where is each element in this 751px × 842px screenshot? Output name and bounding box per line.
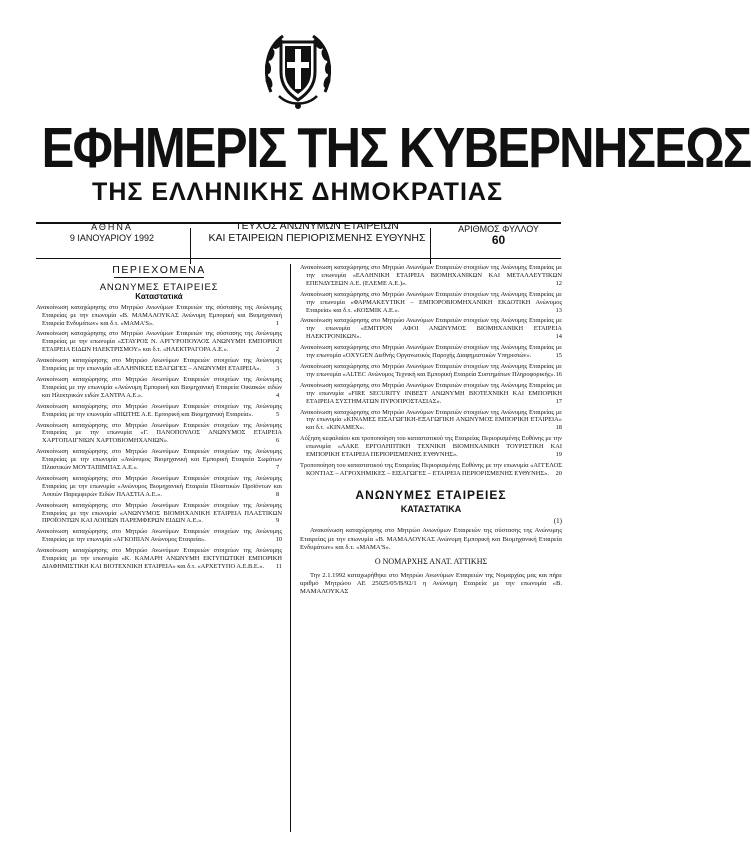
contents-entry: Ανακοίνωση καταχώρησης στο Μητρώο Ανωνύμων Εταιρειών στοιχείων της Ανώνυμης Εταιρείας με την επωνυμία «Γ. ΠΑΝΟΠΟΥΛΟΣ ΑΝΩΝΥΜΟΣ ΕΤΑΙΡΕΙΑ ΧΑΡΤΟΠΑΙΓΝΙΩΝ ΧΑΡΤΟΒΙΟΜΗΧΑΝΙΩΝ». 6 <box>36 421 282 445</box>
contents-entry <box>300 291 562 315</box>
contents-entry <box>300 462 562 478</box>
masthead-subtitle: ΤΗΣ ΕΛΛΗΝΙΚΗΣ ΔΗΜΟΚΡΑΤΙΑΣ <box>92 178 503 206</box>
contents-entry-text: Ανακοίνωση καταχώρησης στο Μητρώο Ανωνύμων Εταιρειών στοιχείων της Ανώνυμης Εταιρείας με την επωνυμία «ΠΙΩΤΗΣ Α.Ε. Εμπορική και Βιομηχανική Εταιρεία». <box>36 402 282 418</box>
contents-entry <box>300 264 562 288</box>
issue-city: ΑΘΗΝΑ <box>91 222 133 232</box>
contents-entry-text: Ανακοίνωση καταχώρησης στο Μητρώο Ανωνύμων Εταιρειών στοιχείων της Ανώνυμης Εταιρείας με την επωνυμία «ΑΝΩΝΥΜΟΣ ΒΙΟΜΗΧΑΝΙΚΗ ΕΤΑΙΡΕΙΑ ΠΛΑΣΤΙΚΩΝ ΠΡΟΪΟΝΤΩΝ ΚΑΙ ΛΟΙΠΩΝ ΠΑΡΕΜΦΕΡΩΝ ΕΙΔΩΝ Α.Ε.». <box>36 501 282 525</box>
contents-heading: ΠΕΡΙΕΧΟΜΕΝΑ <box>112 264 206 276</box>
contents-entry-text: Ανακοίνωση καταχώρησης στο Μητρώο Ανωνύμων Εταιρειών στοιχείων της Ανώνυμης Εταιρείας με την επωνυμία «FIRE SECURITY ΙΝΒΕΣΤ ΑΝΩΝΥΜΗ ΒΙΟΤΕΧΝΙΚΗ ΚΑΙ ΕΜΠΟΡΙΚΗ ΕΤΑΙΡΕΙΑ ΣΥΣΤΗΜΑΤΩΝ ΠΥΡΟΠΡΟΣΤΑΣΙΑΣ». <box>300 381 562 405</box>
contents-list-left <box>36 304 282 571</box>
contents-entry <box>300 317 562 341</box>
masthead-title: ΕΦΗΜΕΡΙΣ ΤΗΣ ΚΥΒΕΡΝΗΣΕΩΣ <box>41 116 751 180</box>
contents-entry-text: Ανακοίνωση καταχώρησης στο Μητρώο Ανωνύμων Εταιρειών στοιχείων της Ανώνυμης Εταιρείας με την επωνυμία «OXYGEN Διεθνής Οργανωτικός Παροχής Διαφημιστικών Υπηρεσιών». <box>300 344 562 360</box>
contents-entry-text: Ανακοίνωση καταχώρησης στο Μητρώο Ανωνύμων Εταιρειών στοιχείων της Ανώνυμης Εταιρείας με την επωνυμία «ΕΛΛΗΝΙΚΗ ΕΤΑΙΡΕΙΑ ΒΙΟΜΗΧΑΝΙΚΩΝ ΚΑΙ ΜΕΤΑΛΛΕΥΤΙΚΩΝ ΕΠΕΝΔΥΣΕΩΝ Α.Ε. (ΕΛΕΜΕ Α.Ε.)». <box>300 264 562 287</box>
contents-entry <box>300 382 562 406</box>
contents-entry <box>300 435 562 459</box>
issue-type-line1: ΤΕΥΧΟΣ ΑΝΩΝΥΜΩΝ ΕΤΑΙΡΕΙΩΝ <box>235 220 399 232</box>
contents-entry-text: Ανακοίνωση καταχώρησης στο Μητρώο Ανωνύμων Εταιρειών της σύστασης της Ανώνυμης Εταιρείας με την επωνυμία «ΣΤΑΥΡΟΣ Ν. ΑΡΓΥΡΟΠΟΥΛΟΣ ΑΝΩΝΥΜΗ ΕΜΠΟΡΙΚΗ ΕΤΑΙΡΕΙΑ ΕΙΔΩΝ ΗΛΕΚΤΡΙΣΜΟΥ» και δ.τ. «ΗΛΕΚΤΡΑΓΟΡΑ Α.Ε.». <box>36 330 282 354</box>
issue-date: 9 ΙΑΝΟΥΑΡΙΟΥ 1992 <box>69 233 155 243</box>
contents-entry <box>36 528 282 544</box>
contents-entry: Ανακοίνωση καταχώρησης στο Μητρώο Ανωνύμων Εταιρειών στοιχείων της Ανώνυμης Εταιρείας με την επωνυμία «ΑΝΩΝΥΜΟΣ ΒΙΟΜΗΧΑΝΙΚΗ ΕΤΑΙΡΕΙΑ ΠΛΑΣΤΙΚΩΝ ΠΡΟΪΟΝΤΩΝ ΚΑΙ ΛΟΙΠΩΝ ΠΑΡΕΜΦΕΡΩΝ ΕΙΔΩΝ Α.Ε.». 9 <box>36 501 282 525</box>
contents-subsection: Καταστατικά <box>135 291 183 301</box>
contents-entry <box>300 363 562 379</box>
issue-type-line2: ΚΑΙ ΕΤΑΙΡΕΙΩΝ ΠΕΡΙΟΡΙΣΜΕΝΗΣ ΕΥΘΥΝΗΣ <box>208 232 426 244</box>
contents-entry-text: Ανακοίνωση καταχώρησης στο Μητρώο Ανωνύμων Εταιρειών στοιχείων της Ανώνυμης Εταιρείας με την επωνυμία «Ανώνυμος Βιομηχανική και Εμπορική Εταιρεία Σωμάτων Πλαστικών ΜΟΥΤΑΠΙΜΠΑΣ Α.Ε.». <box>36 448 282 472</box>
contents-entry-text: Ανακοίνωση καταχώρησης στο Μητρώο Ανωνύμων Εταιρειών στοιχείων της Ανώνυμης Εταιρείας με την επωνυμία «ΕΜΙΤΡΟΝ ΑΦΟΙ ΑΝΩΝΥΜΟΣ ΒΙΟΜΗΧΑΝΙΚΗ ΕΤΑΙΡΕΙΑ ΗΛΕΚΤΡΟΝΙΚΩΝ». <box>300 317 562 341</box>
greek-coat-of-arms-icon <box>261 26 335 114</box>
article-number: (1) <box>553 516 562 525</box>
contents-entry-text: Ανακοίνωση καταχώρησης στο Μητρώο Ανωνύμων Εταιρειών στοιχείων της Ανώνυμης Εταιρείας με την επωνυμία «Γ. ΠΑΝΟΠΟΥΛΟΣ ΑΝΩΝΥΜΟΣ ΕΤΑΙΡΕΙΑ ΧΑΡΤΟΠΑΙΓΝΙΩΝ ΧΑΡΤΟΒΙΟΜΗΧΑΝΙΩΝ». <box>36 421 282 445</box>
contents-entry-text: Ανακοίνωση καταχώρησης στο Μητρώο Ανωνύμων Εταιρειών στοιχείων της Ανώνυμης Εταιρείας με την επωνυμία «ALTEC Ανώνυμος Τεχνική και Εμπορική Εταιρεία Συστημάτων Πληροφορικής». <box>300 362 562 378</box>
contents-entry-text: Ανακοίνωση καταχώρησης στο Μητρώο Ανωνύμων Εταιρειών στοιχείων της Ανώνυμης Εταιρείας με την επωνυμία «Κ. ΚΑΜΑΡΗ ΑΝΩΝΥΜΗ ΕΚΤΥΠΩΤΙΚΗ ΕΜΠΟΡΙΚΗ ΔΙΑΦΗΜΙΣΤΙΚΗ ΚΑΙ ΒΙΟΤΕΧΝΙΚΗ ΕΤΑΙΡΕΙΑ» και δ.τ. «ΑΡΧΕΤΥΠΟ Α.Ε.Β.Ε.». <box>36 547 282 570</box>
issue-info-bar <box>36 218 561 254</box>
issue-place-date <box>42 222 182 244</box>
contents-entry-text: Ανακοίνωση καταχώρησης στο Μητρώο Ανωνύμων Εταιρειών της σύστασης της Ανώνυμης Εταιρείας με την επωνυμία «Β. ΜΑΜΑΛΟΥΚΑΣ Ανώνυμη Εμπορική και Βιομηχανική Εταιρεία Ενδυμάτων» και δ.τ. «MAMA'S». <box>36 303 282 327</box>
contents-entry <box>300 409 562 433</box>
contents-entry: Ανακοίνωση καταχώρησης στο Μητρώο Ανωνύμων Εταιρειών στοιχείων της Ανώνυμης Εταιρείας με την επωνυμία «ΕΛΛΗΝΙΚΕΣ ΕΞΑΓΩΓΕΣ – ΑΝΩΝΥΜΗ ΕΤΑΙΡΕΙΑ». 3 <box>36 357 282 373</box>
contents-entry <box>300 344 562 360</box>
contents-entry-text: Ανακοίνωση καταχώρησης στο Μητρώο Ανωνύμων Εταιρειών στοιχείων της Ανώνυμης Εταιρείας με την επωνυμία «ΚΙΝΑΜΕΣ ΕΙΣΑΓΩΓΙΚΗ-ΕΞΑΓΩΓΙΚΗ ΑΝΩΝΥΜΟΣ ΕΜΠΟΡΙΚΗ ΕΤΑΙΡΕΙΑ» και δ.τ. «ΚΙΝΑΜΕΧ». <box>300 408 562 432</box>
contents-list-right <box>300 264 562 478</box>
contents-column-right <box>300 264 562 601</box>
contents-entry-text: Ανακοίνωση καταχώρησης στο Μητρώο Ανωνύμων Εταιρειών στοιχείων της Ανώνυμης Εταιρείας με την επωνυμία «Ανώνυμος Βιομηχανική Εταιρεία Πλαστικών Προϊόντων και Λοιπών Παρεμφερών Ειδών ΠΛΑΣΤΙΑ Α.Ε.». <box>36 474 282 498</box>
heading-underline <box>114 277 204 278</box>
contents-entry-text: Αύξηση κεφαλαίου και τροποποίηση του καταστατικού της Εταιρείας Περιορισμένης Ευθύνης με την επωνυμία «ΛΑΚΕ ΕΡΓΟΛΗΠΤΙΚΗ ΤΕΧΝΙΚΗ ΒΙΟΜΗΧΑΝΙΚΗ ΤΟΥΡΙΣΤΙΚΗ ΚΑΙ ΕΜΠΟΡΙΚΗ ΕΤΑΙΡΕΙΑ ΠΕΡΙΟΡΙΣΜΕΝΗΣ ΕΥΘΥΝΗΣ». <box>300 435 562 459</box>
sheet-label: ΑΡΙΘΜΟΣ ΦΥΛΛΟΥ <box>458 224 539 234</box>
contents-entry: Ανακοίνωση καταχώρησης στο Μητρώο Ανωνύμων Εταιρειών στοιχείων της Ανώνυμης Εταιρείας με την επωνυμία «ΠΙΩΤΗΣ Α.Ε. Εμπορική και Βιομηχανική Εταιρεία». 5 <box>36 402 282 418</box>
sheet-number: 60 <box>491 233 506 247</box>
contents-entry-text: Ανακοίνωση καταχώρησης στο Μητρώο Ανωνύμων Εταιρειών στοιχείων της Ανώνυμης Εταιρείας με την επωνυμία «Ανώνυμη Εμπορική και Βιομηχανική Εταιρεία Οικιακών ειδών και Ηλεκτρικών ειδών ΣΑΝΤΡΑ Α.Ε.». <box>36 375 282 399</box>
article-intro: Ανακοίνωση καταχώρησης στο Μητρώο Ανωνύμων Εταιρειών της σύστασης της Ανώνυμης Εταιρείας με την επωνυμία «Β. ΜΑΜΑΛΟΥΚΑΣ Ανώνυμη Εμπορική και Βιομηχανική Εταιρεία Ενδυμάτων» και δ.τ. «MAMA'S». <box>300 527 562 551</box>
contents-column-left <box>36 264 282 574</box>
sheet-number-box <box>436 224 561 246</box>
contents-entry-text: Τροποποίηση του καταστατικού της Εταιρείας Περιορισμένης Ευθύνης με την επωνυμία «ΑΓΓΕΛΟΣ ΚΟΝΤΙΑΣ – ΑΓΡΟΧΗΜΙΚΕΣ – ΕΙΣΑΓΩΓΕΣ – ΕΤΑΙΡΕΙΑ ΠΕΡΙΟΡΙΣΜΕΝΗΣ ΕΥΘΥΝΗΣ». <box>300 461 562 477</box>
contents-entry: Ανακοίνωση καταχώρησης στο Μητρώο Ανωνύμων Εταιρειών της σύστασης της Ανώνυμης Εταιρείας με την επωνυμία «Β. ΜΑΜΑΛΟΥΚΑΣ Ανώνυμη Εμπορική και Βιομηχανική Εταιρεία Ενδυμάτων» και δ.τ. «MAMA'S». 1 <box>36 303 282 327</box>
column-divider <box>290 264 291 832</box>
contents-entry: Ανακοίνωση καταχώρησης στο Μητρώο Ανωνύμων Εταιρειών στοιχείων της Ανώνυμης Εταιρείας με την επωνυμία «Ανώνυμος Βιομηχανική και Εμπορική Εταιρεία Σωμάτων Πλαστικών ΜΟΥΤΑΠΙΜΠΑΣ Α.Ε.». 7 <box>36 448 282 472</box>
contents-entry: Ανακοίνωση καταχώρησης στο Μητρώο Ανωνύμων Εταιρειών στοιχείων της Ανώνυμης Εταιρείας με την επωνυμία «Ανώνυμος Βιομηχανική Εταιρεία Πλαστικών Προϊόντων και Λοιπών Παρεμφερών Ειδών ΠΛΑΣΤΙΑ Α.Ε.». 8 <box>36 474 282 498</box>
contents-section: ΑΝΩΝΥΜΕΣ ΕΤΑΙΡΕΙΕΣ <box>99 281 219 293</box>
issue-type <box>204 220 430 244</box>
contents-entry-text: Ανακοίνωση καταχώρησης στο Μητρώο Ανωνύμων Εταιρειών στοιχείων της Ανώνυμης Εταιρείας με την επωνυμία «ΑΓΚΟΠΙΑΝ Ανώνυμος Εταιρεία». <box>36 528 282 544</box>
contents-entry: Ανακοίνωση καταχώρησης στο Μητρώο Ανωνύμων Εταιρειών της σύστασης της Ανώνυμης Εταιρείας με την επωνυμία «ΣΤΑΥΡΟΣ Ν. ΑΡΓΥΡΟΠΟΥΛΟΣ ΑΝΩΝΥΜΗ ΕΜΠΟΡΙΚΗ ΕΤΑΙΡΕΙΑ ΕΙΔΩΝ ΗΛΕΚΤΡΙΣΜΟΥ» και δ.τ. «ΗΛΕΚΤΡΑΓΟΡΑ Α.Ε.». 2 <box>36 330 282 354</box>
contents-entry-text: Ανακοίνωση καταχώρησης στο Μητρώο Ανωνύμων Εταιρειών στοιχείων της Ανώνυμης Εταιρείας με την επωνυμία «ΕΛΛΗΝΙΚΕΣ ΕΞΑΓΩΓΕΣ – ΑΝΩΝΥΜΗ ΕΤΑΙΡΕΙΑ». <box>36 357 282 373</box>
contents-entry <box>36 547 282 571</box>
article-section-title: ΑΝΩΝΥΜΕΣ ΕΤΑΙΡΕΙΕΣ <box>355 487 507 502</box>
article-authority: Ο ΝΟΜΑΡΧΗΣ ΑΝΑΤ. ΑΤΤΙΚΗΣ <box>374 557 488 567</box>
bottom-rule <box>36 258 561 259</box>
article-subsection-title: ΚΑΤΑΣΤΑΤΙΚΑ <box>400 503 462 514</box>
article-body: Την 2.1.1992 καταχωρήθηκε στο Μητρώο Ανωνύμων Εταιρειών της Νομαρχίας μας και πήρε αριθμό Μητρώου ΑΕ 25025/05/Β/92/1 η Ανώνυμη Εταιρεία με την επωνυμία «Β. ΜΑΜΑΛΟΥΚΑΣ <box>300 571 562 596</box>
contents-entry: Ανακοίνωση καταχώρησης στο Μητρώο Ανωνύμων Εταιρειών στοιχείων της Ανώνυμης Εταιρείας με την επωνυμία «Ανώνυμη Εμπορική και Βιομηχανική Εταιρεία Οικιακών ειδών και Ηλεκτρικών ειδών ΣΑΝΤΡΑ Α.Ε.». 4 <box>36 375 282 399</box>
contents-entry-text: Ανακοίνωση καταχώρησης στο Μητρώο Ανωνύμων Εταιρειών στοιχείων της Ανώνυμης Εταιρείας με την επωνυμία «ΦΑΡΜΑΚΕΥΤΙΚΗ – ΕΜΠΟΡΟΒΙΟΜΗΧΑΝΙΚΗ ΕΚΔΟΤΙΚΗ Ανώνυμος Εταιρεία» και δ.τ. «ΚΟΣΜΙΚ Α.Ε.». <box>300 290 562 314</box>
